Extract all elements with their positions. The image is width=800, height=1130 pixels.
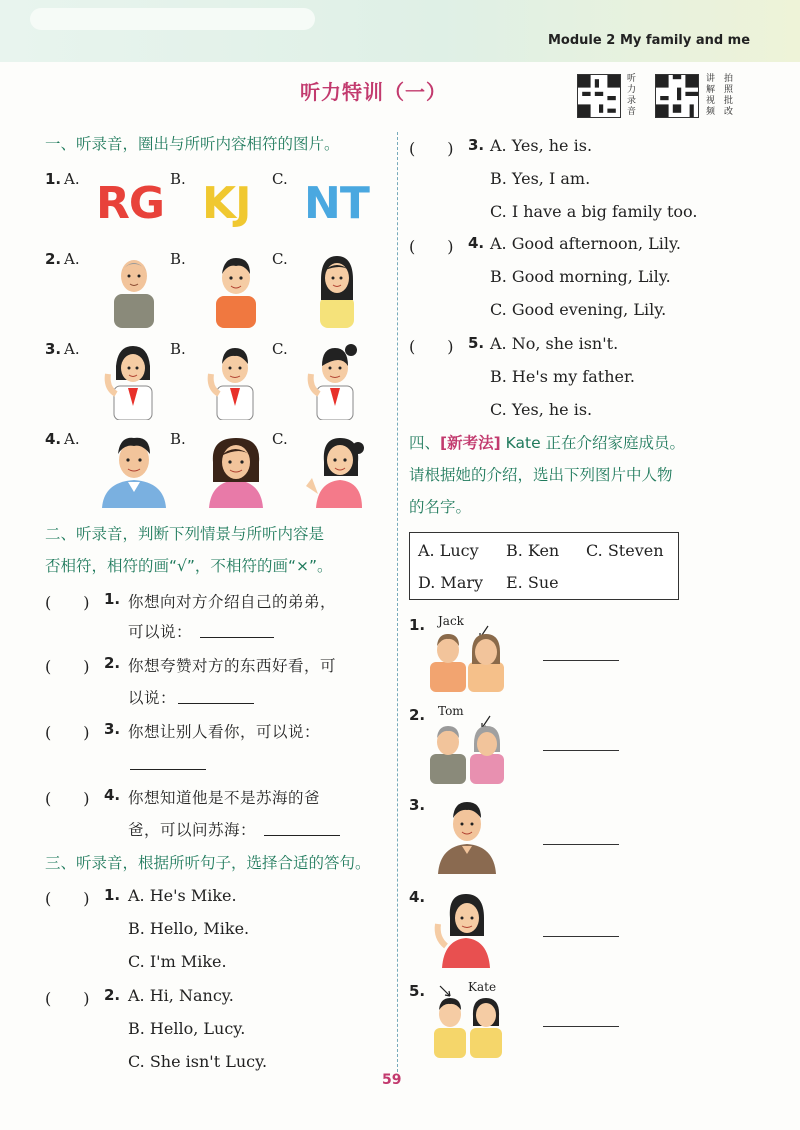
letters-option-c[interactable]: NT xyxy=(304,178,369,229)
column-divider xyxy=(397,132,398,1072)
question-number: 1. xyxy=(409,616,426,634)
woman-picture[interactable] xyxy=(205,432,267,508)
grandpa-picture[interactable] xyxy=(110,250,158,328)
answer-option-c: C. Yes, he is. xyxy=(490,400,593,419)
answer-paren[interactable]: ( ) xyxy=(45,989,90,1008)
answer-line[interactable] xyxy=(543,844,619,845)
question-number: 3. xyxy=(409,796,426,814)
question-number: 2. xyxy=(104,986,121,1004)
grandparents-picture[interactable] xyxy=(428,706,508,784)
question-number: 4. xyxy=(468,234,485,252)
option-label: B. xyxy=(170,250,186,268)
qr-label: 讲解视频 xyxy=(706,74,716,117)
section-2-heading-cont: 否相符，相符的画“√”，不相符的画“×”。 xyxy=(45,557,333,575)
name-option: C. Steven xyxy=(586,541,664,560)
family-pair-picture[interactable] xyxy=(428,616,508,692)
answer-paren[interactable]: ( ) xyxy=(45,889,90,908)
answer-option-b: B. Hello, Mike. xyxy=(128,919,250,938)
section-4-heading-text: Kate 正在介绍家庭成员。 xyxy=(505,434,686,452)
option-label: B. xyxy=(170,340,186,358)
option-label: A. xyxy=(64,430,80,448)
option-label: A. xyxy=(64,340,80,358)
name-option: D. Mary xyxy=(418,573,484,592)
qr-code-icon[interactable] xyxy=(577,74,621,118)
header-decoration xyxy=(30,8,315,30)
answer-option-a: A. No, she isn't. xyxy=(490,334,619,353)
name-option: A. Lucy xyxy=(418,541,479,560)
question-number: 2. xyxy=(409,706,426,724)
section-4-heading-cont: 的名字。 xyxy=(409,498,472,516)
person-tag: Tom xyxy=(438,704,464,718)
name-option: E. Sue xyxy=(506,573,559,592)
option-label: A. xyxy=(64,170,80,188)
answer-option-c: C. Good evening, Lily. xyxy=(490,300,667,319)
section-4-heading-cont: 请根据她的介绍，选出下列图片中人物 xyxy=(409,466,673,484)
man-picture[interactable] xyxy=(98,432,170,508)
option-label: C. xyxy=(272,430,288,448)
two-children-picture[interactable] xyxy=(430,984,506,1058)
section-4-prefix: 四、 xyxy=(409,434,441,452)
qr-label: 听力录音 xyxy=(627,74,637,117)
answer-blank[interactable] xyxy=(130,754,206,770)
answer-paren[interactable]: ( ) xyxy=(45,789,90,808)
waving-girl-ponytail-picture[interactable] xyxy=(305,340,363,420)
option-label: B. xyxy=(170,170,186,188)
answer-line[interactable] xyxy=(543,1026,619,1027)
section-2-heading: 二、听录音，判断下列情景与所听内容是 xyxy=(45,525,325,543)
man-brown-shirt-picture[interactable] xyxy=(436,796,498,874)
name-option: B. Ken xyxy=(506,541,560,560)
qr-label: 拍照批改 xyxy=(724,74,734,117)
waving-boy-picture[interactable] xyxy=(205,340,263,420)
option-label: B. xyxy=(170,430,186,448)
answer-option-b: B. Hello, Lucy. xyxy=(128,1019,246,1038)
girl-picture[interactable] xyxy=(315,250,359,328)
answer-option-c: C. I'm Mike. xyxy=(128,952,227,971)
question-text: 你想让别人看你，可以说： xyxy=(128,723,321,741)
question-text: 你想知道他是不是苏海的爸 xyxy=(128,789,321,807)
answer-blank[interactable] xyxy=(264,820,340,836)
section-4-heading xyxy=(409,427,685,459)
question-text: 你想夸赞对方的东西好看，可 xyxy=(128,657,337,675)
question-number: 3. xyxy=(468,136,485,154)
question-number: 1. xyxy=(104,590,121,608)
answer-option-a: A. Good afternoon, Lily. xyxy=(490,234,682,253)
boy-picture[interactable] xyxy=(210,250,262,328)
page-number: 59 xyxy=(382,1072,402,1088)
answer-paren[interactable]: ( ) xyxy=(45,723,90,742)
answer-paren[interactable]: ( ) xyxy=(409,139,454,158)
girl-thumbs-up-picture[interactable] xyxy=(302,432,366,508)
question-number: 1. xyxy=(104,886,121,904)
letters-option-b[interactable]: KJ xyxy=(202,178,251,229)
answer-paren[interactable]: ( ) xyxy=(409,237,454,256)
question-text: 爸，可以问苏海： xyxy=(128,821,257,839)
question-text: 以说： xyxy=(128,689,177,707)
question-number: 3. xyxy=(104,720,121,738)
answer-option-a: A. Hi, Nancy. xyxy=(128,986,234,1005)
answer-line[interactable] xyxy=(543,750,619,751)
answer-option-c: C. She isn't Lucy. xyxy=(128,1052,268,1071)
question-number: 4. xyxy=(104,786,121,804)
answer-option-b: B. Good morning, Lily. xyxy=(490,267,671,286)
unit-title: My family and me xyxy=(620,33,751,48)
question-number: 2. xyxy=(104,654,121,672)
answer-line[interactable] xyxy=(543,660,619,661)
question-number: 2. xyxy=(45,250,62,268)
answer-blank[interactable] xyxy=(178,688,254,704)
answer-option-a: A. He's Mike. xyxy=(128,886,237,905)
qr-code-icon[interactable] xyxy=(655,74,699,118)
answer-option-b: B. Yes, I am. xyxy=(490,169,591,188)
question-number: 1. xyxy=(45,170,62,188)
module-label: Module 2 xyxy=(548,33,616,48)
person-tag: Kate xyxy=(468,980,497,994)
answer-line[interactable] xyxy=(543,936,619,937)
new-method-tag: [新考法] xyxy=(440,434,501,452)
section-3-heading: 三、听录音，根据所听句子，选择合适的答句。 xyxy=(45,854,371,872)
answer-option-c: C. I have a big family too. xyxy=(490,202,698,221)
option-label: C. xyxy=(272,170,288,188)
letters-option-a[interactable]: RG xyxy=(96,178,164,229)
question-text: 可以说： xyxy=(128,623,193,641)
answer-paren[interactable]: ( ) xyxy=(409,337,454,356)
page-title: 听力特训（一） xyxy=(300,80,447,104)
question-number: 5. xyxy=(409,982,426,1000)
answer-paren[interactable]: ( ) xyxy=(45,657,90,676)
woman-waving-picture[interactable] xyxy=(432,888,494,968)
answer-option-b: B. He's my father. xyxy=(490,367,635,386)
option-label: A. xyxy=(64,250,80,268)
answer-option-a: A. Yes, he is. xyxy=(490,136,593,155)
answer-blank[interactable] xyxy=(200,622,274,638)
answer-paren[interactable]: ( ) xyxy=(45,593,90,612)
waving-girl-picture[interactable] xyxy=(102,340,164,420)
question-number: 5. xyxy=(468,334,485,352)
question-number: 4. xyxy=(409,888,426,906)
question-number: 4. xyxy=(45,430,62,448)
header-bar xyxy=(0,0,800,62)
option-label: C. xyxy=(272,340,288,358)
option-label: C. xyxy=(272,250,288,268)
name-options-box xyxy=(409,532,679,600)
person-tag: Jack xyxy=(438,614,464,628)
section-1-heading: 一、听录音，圈出与所听内容相符的图片。 xyxy=(45,135,340,153)
question-number: 3. xyxy=(45,340,62,358)
question-text: 你想向对方介绍自己的弟弟， xyxy=(128,593,337,611)
